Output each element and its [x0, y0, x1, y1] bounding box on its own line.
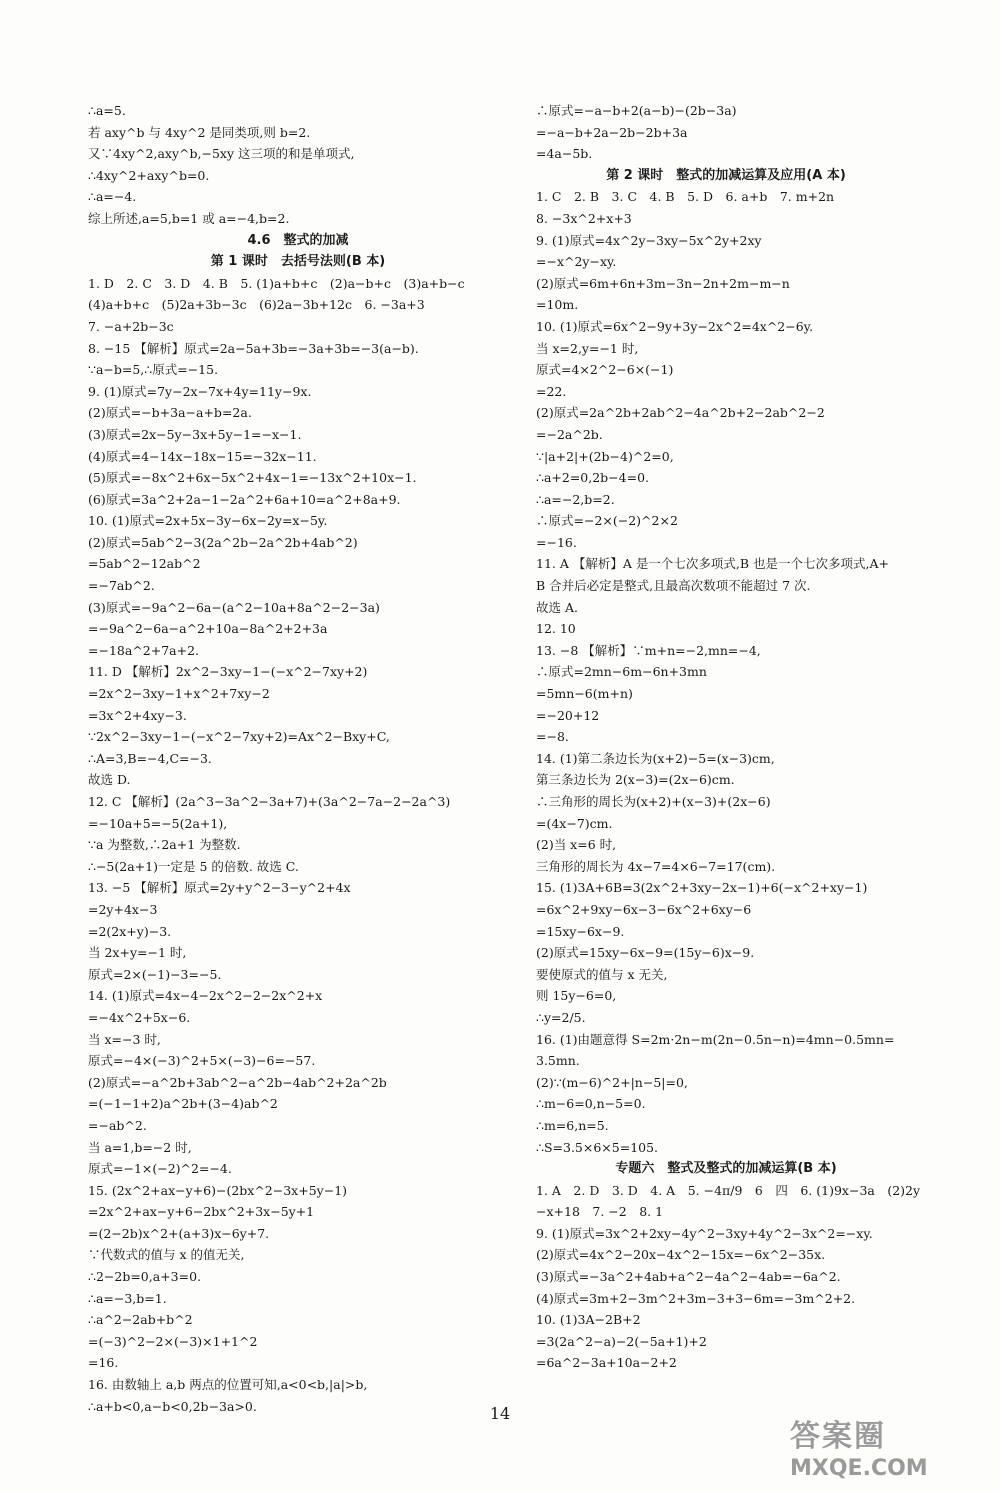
- answer-line: 综上所述,a=5,b=1 或 a=−4,b=2.: [88, 210, 290, 226]
- answer-line: (2)原式=5ab^2−3(2a^2b−2a^2b+4ab^2): [88, 534, 358, 550]
- answer-line: ∴m=6,n=5.: [536, 1117, 609, 1133]
- answer-line: 9. (1)原式=7y−2x−7x+4y=11y−9x.: [88, 383, 312, 399]
- answer-line: 11. A 【解析】A 是一个七次多项式,B 也是一个七次多项式,A+: [536, 556, 889, 572]
- answer-line: =−18a^2+7a+2.: [88, 642, 200, 658]
- answer-line: ∴4xy^2+axy^b=0.: [88, 167, 210, 183]
- answer-line: (4)原式=4−14x−18x−15=−32x−11.: [88, 448, 317, 464]
- answer-line: (4)原式=3m+2−3m^2+3m−3+3−6m=−3m^2+2.: [536, 1290, 856, 1306]
- answer-line: =5ab^2−12ab^2: [88, 556, 201, 572]
- answer-line: ∴y=2/5.: [536, 1009, 586, 1025]
- answer-line: ∴S=3.5×6×5=105.: [536, 1139, 659, 1155]
- answer-line: 14. (1)原式=4x−4−2x^2−2−2x^2+x: [88, 988, 323, 1004]
- answer-line: ∴a^2−2ab+b^2: [88, 1312, 193, 1328]
- answer-line: 8. −15 【解析】原式=2a−5a+3b=−3a+3b=−3(a−b).: [88, 340, 419, 356]
- answer-line: (3)原式=2x−5y−3x+5y−1=−x−1.: [88, 426, 302, 442]
- answer-line: ∵|a+2|+(2b−4)^2=0,: [536, 448, 674, 464]
- answer-line: 13. −5 【解析】原式=2y+y^2−3−y^2+4x: [88, 880, 351, 896]
- answer-line: =2y+4x−3: [88, 901, 158, 917]
- answer-line: (4)a+b+c (5)2a+3b−3c (6)2a−3b+12c 6. −3a+3: [88, 297, 425, 313]
- answer-line: 12. 10: [536, 621, 576, 637]
- answer-line: 又∵4xy^2,axy^b,−5xy 这三项的和是单项式,: [88, 146, 355, 162]
- answer-line: 原式=4×2^2−6×(−1): [536, 362, 674, 378]
- answer-line: (2)原式=4x^2−20x−4x^2−15x=−6x^2−35x.: [536, 1247, 826, 1263]
- answer-line: =(−1−1+2)a^2b+(3−4)ab^2: [88, 1096, 278, 1112]
- answer-line: ∴a+2=0,2b−4=0.: [536, 470, 650, 486]
- answer-line: 10. (1)3A−2B+2: [536, 1312, 641, 1328]
- answer-line: =16.: [88, 1355, 119, 1371]
- answer-line: ∵a 为整数,∴2a+1 为整数.: [88, 837, 241, 853]
- answer-line: 原式=2×(−1)−3=−5.: [88, 966, 222, 982]
- answer-line: ∴2−2b=0,a+3=0.: [88, 1269, 202, 1285]
- answer-line: 原式=−1×(−2)^2=−4.: [88, 1161, 232, 1177]
- answer-line: 9. (1)原式=3x^2+2xy−4y^2−3xy+4y^2−3x^2=−xy.: [536, 1225, 873, 1241]
- answer-line: =−4x^2+5x−6.: [88, 1009, 191, 1025]
- watermark: [790, 1418, 990, 1488]
- answer-line: =2(2x+y)−3.: [88, 923, 172, 939]
- answer-line: ∴−5(2a+1)一定是 5 的倍数. 故选 C.: [88, 858, 299, 874]
- section-heading: 第 1 课时 去括号法则(B 本): [210, 254, 386, 270]
- page-number: 14: [489, 1404, 511, 1423]
- answer-line: ∴A=3,B=−4,C=−3.: [88, 750, 212, 766]
- answer-line: ∴三角形的周长为(x+2)+(x−3)+(2x−6): [536, 794, 771, 809]
- right-column: [536, 100, 921, 1374]
- answer-line: =5mn−6(m+n): [536, 686, 633, 702]
- answer-line: ∵代数式的值与 x 的值无关,: [88, 1247, 245, 1263]
- answer-line: 11. D 【解析】2x^2−3xy−1−(−x^2−7xy+2): [88, 664, 368, 680]
- answer-line: 1. D 2. C 3. D 4. B 5. (1)a+b+c (2)a−b+c (3)a+b−c: [88, 275, 465, 291]
- answer-line: 10. (1)原式=6x^2−9y+3y−2x^2=4x^2−6y.: [536, 318, 814, 334]
- answer-line: 9. (1)原式=4x^2y−3xy−5x^2y+2xy: [536, 232, 762, 248]
- answer-line: (2)当 x=6 时,: [536, 837, 617, 853]
- answer-line: =−7ab^2.: [88, 578, 155, 594]
- answer-line: 3.5mn.: [536, 1053, 580, 1069]
- answer-line: =2x^2+ax−y+6−2bx^2+3x−5y+1: [88, 1204, 315, 1220]
- answer-line: 要使原式的值与 x 无关,: [536, 966, 668, 982]
- answer-line: =−a−b+2a−2b−2b+3a: [536, 124, 688, 140]
- answer-line: 则 15y−6=0,: [536, 988, 617, 1004]
- answer-line: =6a^2−3a+10a−2+2: [536, 1355, 677, 1371]
- answer-line: 1. C 2. B 3. C 4. B 5. D 6. a+b 7. m+2n: [536, 189, 835, 205]
- answer-line: ∴a=−4.: [88, 189, 137, 205]
- answer-line: 第三条边长为 2(x−3)=(2x−6)cm.: [536, 772, 735, 788]
- left-column: [88, 100, 508, 1417]
- answer-line: 当 2x+y=−1 时,: [88, 945, 187, 961]
- answer-line: =22.: [536, 383, 567, 399]
- answer-line: =−20+12: [536, 707, 600, 723]
- answer-line: B 合并后必定是整式,且最高次数项不能超过 7 次.: [536, 578, 811, 594]
- section-heading: 专题六 整式及整式的加减运算(B 本): [615, 1161, 837, 1177]
- answer-line: 15. (1)3A+6B=3(2x^2+3xy−2x−1)+6(−x^2+xy−1): [536, 880, 868, 896]
- answer-line: 16. (1)由题意得 S=2m·2n−m(2n−0.5n−n)=4mn−0.5mn=: [536, 1031, 895, 1047]
- answer-line: =−x^2y−xy.: [536, 254, 617, 270]
- answer-line: −x+18 7. −2 8. 1: [536, 1204, 664, 1220]
- answer-line: 16. 由数轴上 a,b 两点的位置可知,a<0<b,|a|>b,: [88, 1377, 368, 1393]
- answer-line: =10m.: [536, 297, 579, 313]
- section-heading: 4.6 整式的加减: [247, 232, 349, 248]
- answer-line: =3x^2+4xy−3.: [88, 707, 187, 723]
- answer-line: =−8.: [536, 729, 569, 745]
- answer-line: 当 a=1,b=−2 时,: [88, 1139, 192, 1155]
- answer-line: (6)原式=3a^2+2a−1−2a^2+6a+10=a^2+8a+9.: [88, 491, 401, 507]
- answer-line: (2)原式=−a^2b+3ab^2−a^2b−4ab^2+2a^2b: [88, 1074, 387, 1090]
- answer-line: 13. −8 【解析】∵m+n=−2,mn=−4,: [536, 642, 761, 658]
- answer-line: 7. −a+2b−3c: [88, 318, 174, 334]
- answer-line: (5)原式=−8x^2+6x−5x^2+4x−1=−13x^2+10x−1.: [88, 470, 417, 486]
- answer-line: 三角形的周长为 4x−7=4×6−7=17(cm).: [536, 858, 776, 874]
- watermark-logo: 答案圈: [790, 1419, 886, 1454]
- answer-line: =2x^2−3xy−1+x^2+7xy−2: [88, 686, 270, 702]
- answer-line: ∴原式=−2×(−2)^2×2: [536, 513, 678, 529]
- answer-line: 10. (1)原式=2x+5x−3y−6x−2y=x−5y.: [88, 513, 328, 529]
- answer-line: =(4x−7)cm.: [536, 815, 613, 831]
- answer-line: (2)原式=15xy−6x−9=(15y−6)x−9.: [536, 945, 755, 961]
- answer-line: 8. −3x^2+x+3: [536, 210, 632, 226]
- answer-line: 若 axy^b 与 4xy^2 是同类项,则 b=2.: [88, 124, 311, 140]
- answer-line: =(2−2b)x^2+(a+3)x−6y+7.: [88, 1225, 270, 1241]
- answer-line: ∵2x^2−3xy−1−(−x^2−7xy+2)=Ax^2−Bxy+C,: [88, 729, 390, 745]
- answer-line: ∴m−6=0,n−5=0.: [536, 1096, 646, 1112]
- answer-line: ∵a−b=5,∴原式=−15.: [88, 362, 219, 378]
- answer-line: 12. C 【解析】(2a^3−3a^2−3a+7)+(3a^2−7a−2−2a^3): [88, 794, 451, 809]
- answer-line: ∴a=5.: [88, 103, 126, 118]
- answer-line: =15xy−6x−9.: [536, 923, 625, 939]
- answer-line: 1. A 2. D 3. D 4. A 5. −4π/9 6 四 6. (1)9x−3a (2)2y: [536, 1182, 921, 1198]
- answer-line: 当 x=2,y=−1 时,: [536, 340, 639, 356]
- answer-line: =3(2a^2−a)−2(−5a+1)+2: [536, 1333, 707, 1349]
- section-heading: 第 2 课时 整式的加减运算及应用(A 本): [606, 167, 846, 183]
- answer-line: (2)原式=2a^2b+2ab^2−4a^2b+2−2ab^2−2: [536, 405, 825, 421]
- answer-line: 15. (2x^2+ax−y+6)−(2bx^2−3x+5y−1): [88, 1182, 348, 1198]
- answer-line: (3)原式=−3a^2+4ab+a^2−4a^2−4ab=−6a^2.: [536, 1269, 841, 1285]
- answer-line: ∴a+b<0,a−b<0,2b−3a>0.: [88, 1398, 257, 1414]
- watermark-url: MXQE.COM: [790, 1456, 928, 1481]
- answer-line: =−10a+5=−5(2a+1),: [88, 815, 228, 831]
- answer-line: 故选 D.: [88, 772, 131, 788]
- answer-line: ∴原式=2mn−6m−6n+3mn: [536, 664, 707, 680]
- answer-line: (2)原式=6m+6n+3m−3n−2n+2m−m−n: [536, 275, 790, 291]
- answer-line: =−9a^2−6a−a^2+10a−8a^2+2+3a: [88, 621, 328, 637]
- answer-line: 14. (1)第二条边长为(x+2)−5=(x−3)cm,: [536, 750, 775, 766]
- answer-line: =6x^2+9xy−6x−3−6x^2+6xy−6: [536, 901, 752, 917]
- answer-line: ∴a=−3,b=1.: [88, 1290, 167, 1306]
- answer-line: =4a−5b.: [536, 146, 593, 162]
- answer-line: =−16.: [536, 534, 577, 550]
- answer-line: 故选 A.: [536, 599, 578, 615]
- answer-line: =−ab^2.: [88, 1117, 147, 1133]
- answer-line: (2)原式=−b+3a−a+b=2a.: [88, 405, 252, 421]
- answer-line: (3)原式=−9a^2−6a−(a^2−10a+8a^2−2−3a): [88, 599, 380, 615]
- answer-line: (2)∵(m−6)^2+|n−5|=0,: [536, 1074, 688, 1090]
- answer-line: =−2a^2b.: [536, 426, 603, 442]
- answer-line: =(−3)^2−2×(−3)×1+1^2: [88, 1333, 258, 1349]
- answer-line: ∴a=−2,b=2.: [536, 491, 615, 507]
- answer-line: 原式=−4×(−3)^2+5×(−3)−6=−57.: [88, 1053, 316, 1069]
- answer-line: 当 x=−3 时,: [88, 1031, 161, 1047]
- answer-line: ∴原式=−a−b+2(a−b)−(2b−3a): [536, 103, 737, 118]
